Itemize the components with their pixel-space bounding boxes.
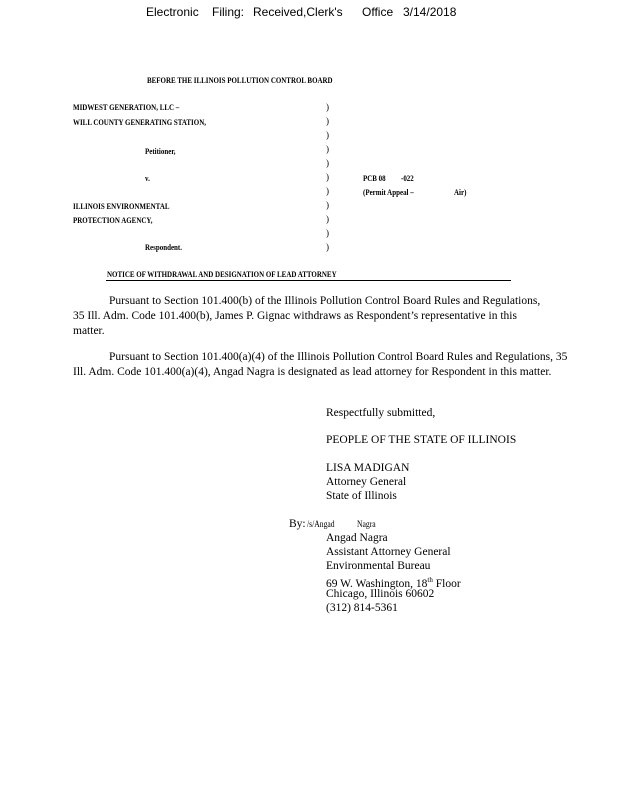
filing-header-office: Office (362, 5, 394, 19)
filing-header-received: Received,Clerk's (253, 5, 343, 19)
electronic-signature-last: Nagra (357, 519, 376, 529)
caption-paren: ) (326, 158, 329, 168)
petitioner-line1: MIDWEST GENERATION, LLC – (73, 102, 180, 112)
caption-paren: ) (326, 228, 329, 238)
caption-paren: ) (326, 144, 329, 154)
electronic-signature: /s/Angad (307, 519, 335, 529)
caption-paren: ) (326, 130, 329, 140)
respondent-line1: ILLINOIS ENVIRONMENTAL (73, 201, 170, 211)
notice-title-underline (106, 280, 511, 281)
case-number-suffix: -022 (401, 173, 414, 183)
paragraph-designation: Pursuant to Section 101.400(a)(4) of the Illinois Pollution Control Board Rules and Regulations, 35 Ill. Adm. Code 101.400(a)(4), Angad Nagra is designated as lead attorney for Respondent in this matter. (73, 351, 568, 378)
attorney-general-name: LISA MADIGAN (326, 462, 410, 474)
petitioner-role: Petitioner, (145, 146, 176, 156)
by-label: By: (289, 518, 306, 530)
signer-city: Chicago, Illinois 60602 (326, 588, 435, 600)
caption-paren: ) (326, 102, 329, 112)
street-suffix: Floor (435, 577, 461, 590)
caption-paren: ) (326, 186, 329, 196)
attorney-general-state: State of Illinois (326, 490, 397, 502)
filing-header-filing: Filing: (212, 5, 245, 19)
case-number-prefix: PCB 08 (363, 173, 386, 183)
signer-title: Assistant Attorney General (326, 546, 451, 558)
board-title: BEFORE THE ILLINOIS POLLUTION CONTROL BOARD (147, 75, 333, 85)
versus: v. (145, 173, 150, 183)
street-prefix: 69 W. Washington, 18 (326, 577, 428, 590)
signer-bureau: Environmental Bureau (326, 560, 431, 572)
notice-title: NOTICE OF WITHDRAWAL AND DESIGNATION OF LEAD ATTORNEY (107, 269, 337, 279)
respondent-line2: PROTECTION AGENCY, (73, 215, 153, 225)
caption-paren: ) (326, 200, 329, 210)
attorney-general-title: Attorney General (326, 476, 407, 488)
street-superscript: th (427, 576, 433, 584)
party-name: PEOPLE OF THE STATE OF ILLINOIS (326, 434, 517, 446)
closing: Respectfully submitted, (326, 407, 436, 419)
caption-paren: ) (326, 242, 329, 252)
signer-name: Angad Nagra (326, 532, 388, 544)
case-type-prefix: (Permit Appeal – (363, 187, 414, 197)
respondent-role: Respondent. (145, 242, 182, 252)
caption-paren: ) (326, 172, 329, 182)
filing-header-date: 3/14/2018 (403, 5, 457, 19)
caption-paren: ) (326, 116, 329, 126)
filing-header-electronic: Electronic (146, 5, 199, 19)
signer-phone: (312) 814-5361 (326, 602, 398, 614)
petitioner-line2: WILL COUNTY GENERATING STATION, (73, 117, 206, 127)
paragraph-withdrawal: Pursuant to Section 101.400(b) of the Illinois Pollution Control Board Rules and Regulations, 35 Ill. Adm. Code 101.400(b), James P. Gignac withdraws as Respondent’s representative in this matter. (73, 295, 541, 337)
case-type-suffix: Air) (454, 187, 467, 197)
caption-paren: ) (326, 214, 329, 224)
